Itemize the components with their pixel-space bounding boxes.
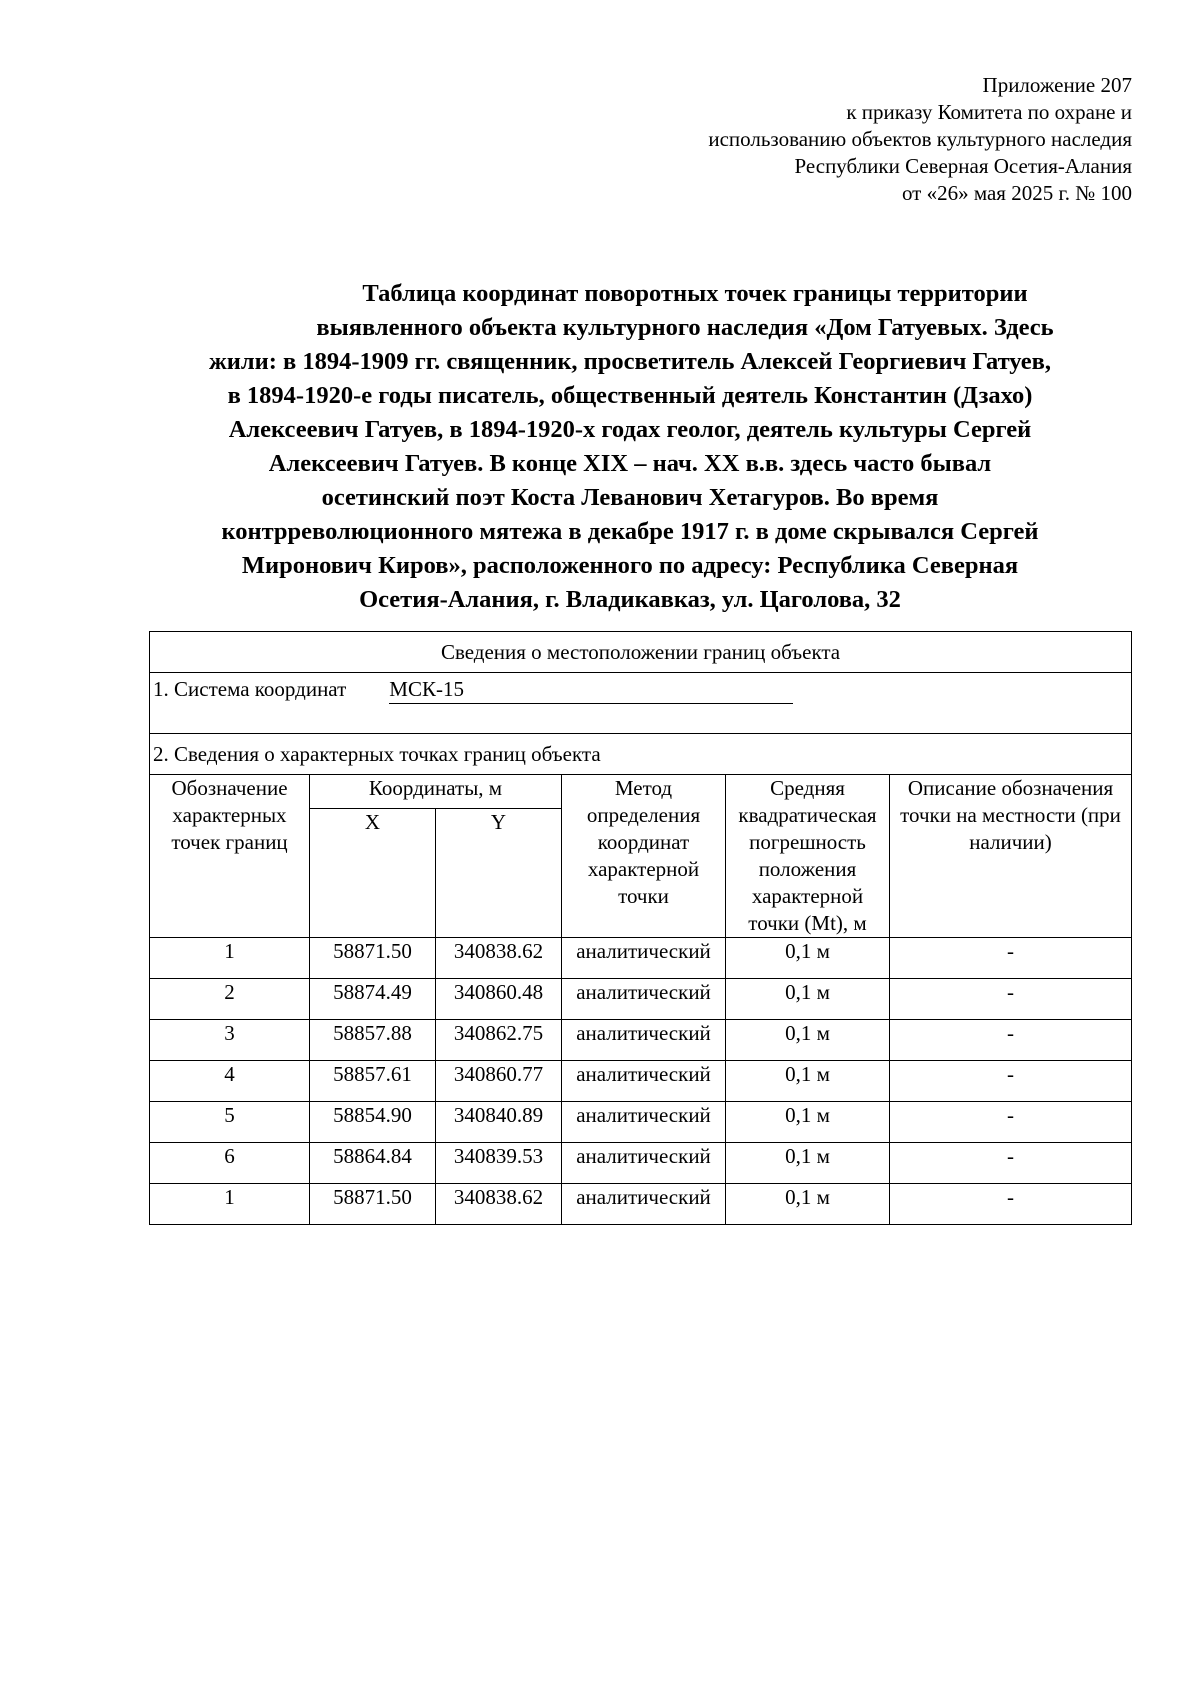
cell-description: - bbox=[890, 1184, 1132, 1225]
title-line: Алексеевич Гатуев, в 1894-1920-х годах геолог, деятель культуры Сергей bbox=[228, 416, 1032, 443]
title-line: контрреволюционного мятежа в декабре 1917 г. в доме скрывался Сергей bbox=[221, 518, 1039, 545]
cell-description: - bbox=[890, 938, 1132, 979]
cell-x: 58864.84 bbox=[310, 1143, 436, 1184]
cell-point: 6 bbox=[150, 1143, 310, 1184]
table-row bbox=[150, 1102, 1132, 1143]
cell-point: 4 bbox=[150, 1061, 310, 1102]
table-row bbox=[150, 1020, 1132, 1061]
table-row bbox=[150, 1143, 1132, 1184]
cell-method: аналитический bbox=[562, 938, 726, 979]
appendix-line: от «26» мая 2025 г. № 100 bbox=[901, 181, 1132, 205]
cell-description: - bbox=[890, 1020, 1132, 1061]
cell-point: 5 bbox=[150, 1102, 310, 1143]
cell-description: - bbox=[890, 1143, 1132, 1184]
cell-error: 0,1 м bbox=[726, 1020, 890, 1061]
coord-system-label: 1. Система координат bbox=[153, 677, 347, 701]
cell-method: аналитический bbox=[562, 1184, 726, 1225]
appendix-line: Республики Северная Осетия-Алания bbox=[794, 154, 1132, 178]
cell-x: 58871.50 bbox=[310, 1184, 436, 1225]
title-line: Алексеевич Гатуев. В конце XIX – нач. XX в.в. здесь часто бывал bbox=[268, 450, 992, 477]
appendix-line: к приказу Комитета по охране и bbox=[846, 100, 1132, 124]
cell-x: 58874.49 bbox=[310, 979, 436, 1020]
cell-error: 0,1 м bbox=[726, 938, 890, 979]
cell-point: 1 bbox=[150, 938, 310, 979]
appendix-block bbox=[708, 72, 1132, 207]
cell-method: аналитический bbox=[562, 1143, 726, 1184]
cell-description: - bbox=[890, 1061, 1132, 1102]
title-line: осетинский поэт Коста Леванович Хетагуров. Во время bbox=[321, 484, 939, 511]
cell-x: 58871.50 bbox=[310, 938, 436, 979]
appendix-line: использованию объектов культурного наследия bbox=[708, 127, 1132, 151]
table-row bbox=[150, 1184, 1132, 1225]
section-title: Сведения о местоположении границ объекта bbox=[150, 632, 1132, 673]
cell-y: 340862.75 bbox=[436, 1020, 562, 1061]
title-line: в 1894-1920-е годы писатель, общественный деятель Константин (Дзахо) bbox=[227, 382, 1033, 409]
cell-description: - bbox=[890, 979, 1132, 1020]
cell-y: 340860.77 bbox=[436, 1061, 562, 1102]
cell-y: 340838.62 bbox=[436, 1184, 562, 1225]
header-method: Метод определения координат характерной точки bbox=[562, 775, 726, 938]
coord-system-value: МСК-15 bbox=[389, 676, 793, 704]
coord-system-row bbox=[150, 673, 1132, 734]
title-line: Таблица координат поворотных точек границы территории bbox=[362, 280, 1028, 307]
header-designation: Обозначение характерных точек границ bbox=[150, 775, 310, 938]
header-description: Описание обозначения точки на местности (при наличии) bbox=[890, 775, 1132, 938]
cell-y: 340839.53 bbox=[436, 1143, 562, 1184]
cell-y: 340860.48 bbox=[436, 979, 562, 1020]
table-row bbox=[150, 1061, 1132, 1102]
points-heading: 2. Сведения о характерных точках границ объекта bbox=[150, 734, 1132, 775]
table-row bbox=[150, 979, 1132, 1020]
header-y: Y bbox=[436, 809, 562, 938]
coordinates-table bbox=[149, 631, 1132, 1225]
cell-point: 1 bbox=[150, 1184, 310, 1225]
table-row bbox=[150, 938, 1132, 979]
document-title bbox=[140, 277, 1120, 617]
cell-error: 0,1 м bbox=[726, 979, 890, 1020]
cell-point: 2 bbox=[150, 979, 310, 1020]
title-line: жили: в 1894-1909 гг. священник, просветитель Алексей Георгиевич Гатуев, bbox=[208, 348, 1052, 375]
cell-error: 0,1 м bbox=[726, 1061, 890, 1102]
title-line: Осетия-Алания, г. Владикавказ, ул. Цаголова, 32 bbox=[359, 586, 901, 613]
cell-error: 0,1 м bbox=[726, 1143, 890, 1184]
cell-point: 3 bbox=[150, 1020, 310, 1061]
cell-x: 58854.90 bbox=[310, 1102, 436, 1143]
cell-method: аналитический bbox=[562, 979, 726, 1020]
title-line: Миронович Киров», расположенного по адресу: Республика Северная bbox=[241, 552, 1019, 579]
cell-y: 340838.62 bbox=[436, 938, 562, 979]
header-coordinates: Координаты, м bbox=[310, 775, 562, 809]
cell-method: аналитический bbox=[562, 1020, 726, 1061]
title-line: выявленного объекта культурного наследия «Дом Гатуевых. Здесь bbox=[316, 314, 1054, 341]
cell-error: 0,1 м bbox=[726, 1102, 890, 1143]
cell-x: 58857.61 bbox=[310, 1061, 436, 1102]
header-error: Средняя квадратическая погрешность положения характерной точки (Mt), м bbox=[726, 775, 890, 938]
cell-x: 58857.88 bbox=[310, 1020, 436, 1061]
table-body bbox=[150, 938, 1132, 1225]
cell-y: 340840.89 bbox=[436, 1102, 562, 1143]
cell-error: 0,1 м bbox=[726, 1184, 890, 1225]
cell-description: - bbox=[890, 1102, 1132, 1143]
cell-method: аналитический bbox=[562, 1061, 726, 1102]
appendix-line: Приложение 207 bbox=[982, 73, 1132, 97]
cell-method: аналитический bbox=[562, 1102, 726, 1143]
header-x: X bbox=[310, 809, 436, 938]
